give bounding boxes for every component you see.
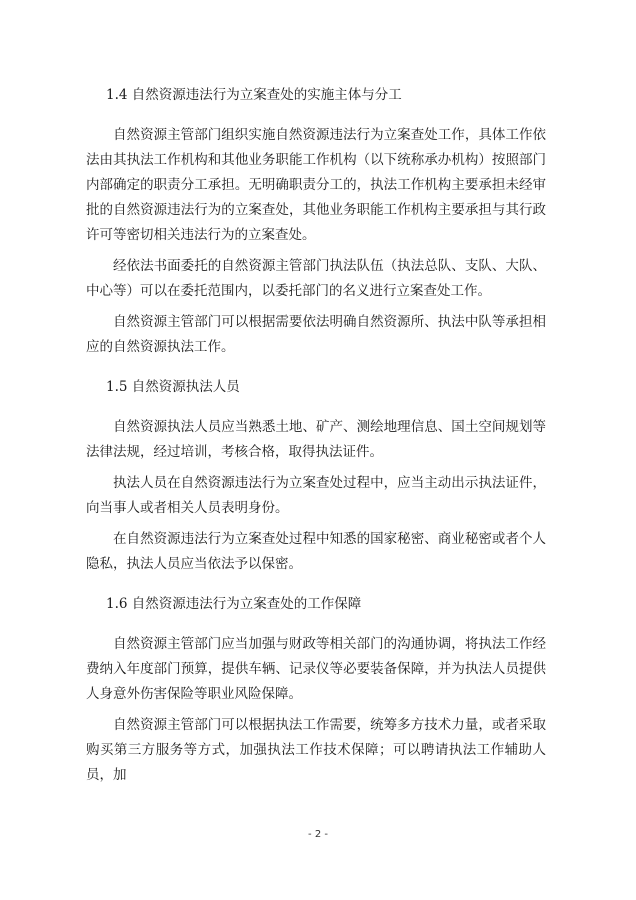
page-content bbox=[86, 84, 546, 794]
paragraph: 执法人员在自然资源违法行为立案查处过程中，应当主动出示执法证件，向当事人或者相关人员表明身份。 bbox=[86, 475, 546, 516]
paragraph: 经依法书面委托的自然资源主管部门执法队伍（执法总队、支队、大队、中心等）可以在委托范围内，以委托部门的名义进行立案查处工作。 bbox=[86, 258, 546, 299]
paragraph: 自然资源主管部门应当加强与财政等相关部门的沟通协调，将执法工作经费纳入年度部门预算，提供车辆、记录仪等必要装备保障，并为执法人员提供人身意外伤害保险等职业风险保障。 bbox=[86, 636, 546, 702]
paragraph: 自然资源主管部门组织实施自然资源违法行为立案查处工作，具体工作依法由其执法工作机构和其他业务职能工作机构（以下统称承办机构）按照部门内部确定的职责分工承担。无明确职责分工的，执法工作机构主要承担未经审批的自然资源违法行为的立案查处，其他业务职能工作机构主要承担与其行政许可等密切相关违法行为的立案查处。 bbox=[86, 127, 546, 243]
section-heading: 1.4 自然资源违法行为立案查处的实施主体与分工 bbox=[106, 87, 402, 103]
paragraph: 自然资源主管部门可以根据执法工作需要，统筹多方技术力量，或者采取购买第三方服务等方式，加强执法工作技术保障；可以聘请执法工作辅助人员，加 bbox=[86, 717, 546, 783]
section-heading: 1.6 自然资源违法行为立案查处的工作保障 bbox=[106, 596, 362, 612]
paragraph: 自然资源主管部门可以根据需要依法明确自然资源所、执法中队等承担相应的自然资源执法工作。 bbox=[86, 314, 546, 355]
page-number: - 2 - bbox=[308, 829, 328, 840]
section-heading: 1.5 自然资源执法人员 bbox=[106, 379, 240, 395]
section-1-5 bbox=[86, 376, 546, 577]
paragraph: 在自然资源违法行为立案查处过程中知悉的国家秘密、商业秘密或者个人隐私，执法人员应当依法予以保密。 bbox=[86, 531, 546, 572]
section-1-6 bbox=[86, 593, 546, 788]
paragraph: 自然资源执法人员应当熟悉土地、矿产、测绘地理信息、国土空间规划等法律法规，经过培训，考核合格，取得执法证件。 bbox=[86, 419, 546, 460]
section-1-4 bbox=[86, 84, 546, 360]
